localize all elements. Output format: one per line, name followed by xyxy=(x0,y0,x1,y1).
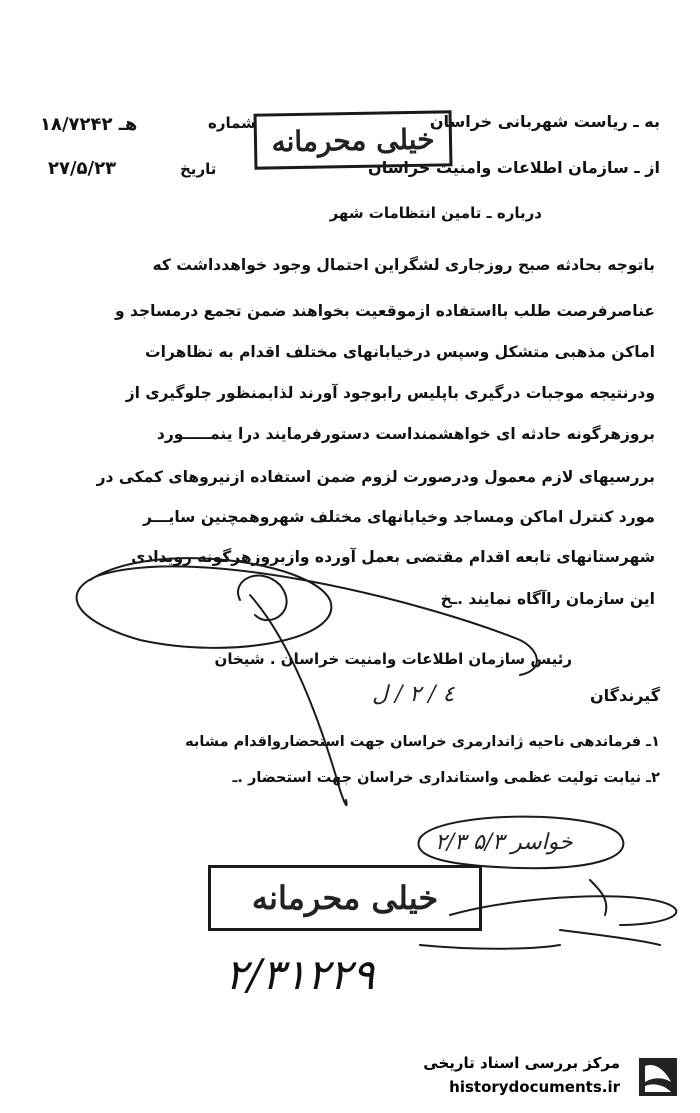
stamp-side-flourish xyxy=(590,880,606,915)
body-line: مورد کنترل اماکن ومساجد وخیابانهای مختلف شهروهمچنین سایـــر xyxy=(143,508,655,526)
body-line: این سازمان راآگاه نمایند .ـخ xyxy=(440,590,655,608)
sender-line: از ـ سازمان اطلاعات وامنیت خراسان xyxy=(368,158,660,177)
body-line: اماکن مذهبی متشکل وسپس درخیابانهای مختلف اقدام به تظاهرات xyxy=(145,343,655,361)
subject-line: درباره ـ تامین انتظامات شهر xyxy=(329,204,542,222)
recipient-item: ۱ـ فرماندهی ناحیه ژاندارمری خراسان جهت استحضارواقدام مشابه xyxy=(185,734,660,750)
archive-logo-icon xyxy=(631,1052,685,1104)
handwritten-note-mid: ٤ / ٢ / ل xyxy=(372,682,455,707)
body-line: باتوجه بحادثه صبح روزجاری لشگراین احتمال وجود خواهدداشت که xyxy=(152,256,655,274)
body-line: عناصرفرصت طلب بااستفاده ازموقعیت بخواهند ضمن تجمع درمساجد و xyxy=(115,302,655,320)
body-line: بروزهرگونه حادثه ای خواهشمنداست دستورفرمایند درا ینمـــــورد xyxy=(156,425,655,443)
footer-website: historydocuments.ir xyxy=(449,1078,620,1096)
handwritten-signature-note: خواسر ۵/۳ ۲/۳ xyxy=(435,830,573,855)
signature-line: رئیس سازمان اطلاعات وامنیت خراسان . شیخان xyxy=(214,650,572,668)
archive-number: ۲/۳۱۲۲۹ xyxy=(225,950,375,999)
letter-number: ۱۸/۷۲۴۲ هـ xyxy=(40,114,138,135)
date-label: تاریخ xyxy=(180,160,217,178)
number-label: شماره xyxy=(208,114,256,132)
archive-footer xyxy=(415,1050,695,1106)
body-line: بررسیهای لازم معمول ودرصورت لزوم ضمن استفاده ازنیروهای کمکی در xyxy=(96,468,655,486)
confidential-stamp-top: خیلی محرمانه xyxy=(254,110,453,169)
recipient-item: ۲ـ نیابت تولیت عظمی واستانداری خراسان جهت استحضار .ـ xyxy=(232,770,660,786)
body-line: ودرنتیجه موجبات درگیری باپلیس رابوجود آورند لذابمنظور جلوگیری از xyxy=(125,384,655,402)
recipients-heading: گیرندگان xyxy=(589,686,660,705)
signature-loop-small xyxy=(238,576,287,621)
footer-org-name: مرکز بررسی اسناد تاریخی xyxy=(423,1054,620,1072)
letter-date: ۲۷/۵/۲۳ xyxy=(48,158,117,179)
body-line: شهرستانهای تابعه اقدام مقتضی بعمل آورده وازبروزهرگونه رویدادی xyxy=(131,548,655,566)
confidential-stamp-bottom: خیلی محرمانه xyxy=(208,865,482,931)
recipient-line: به ـ ریاست شهربانی خراسان xyxy=(429,112,660,131)
